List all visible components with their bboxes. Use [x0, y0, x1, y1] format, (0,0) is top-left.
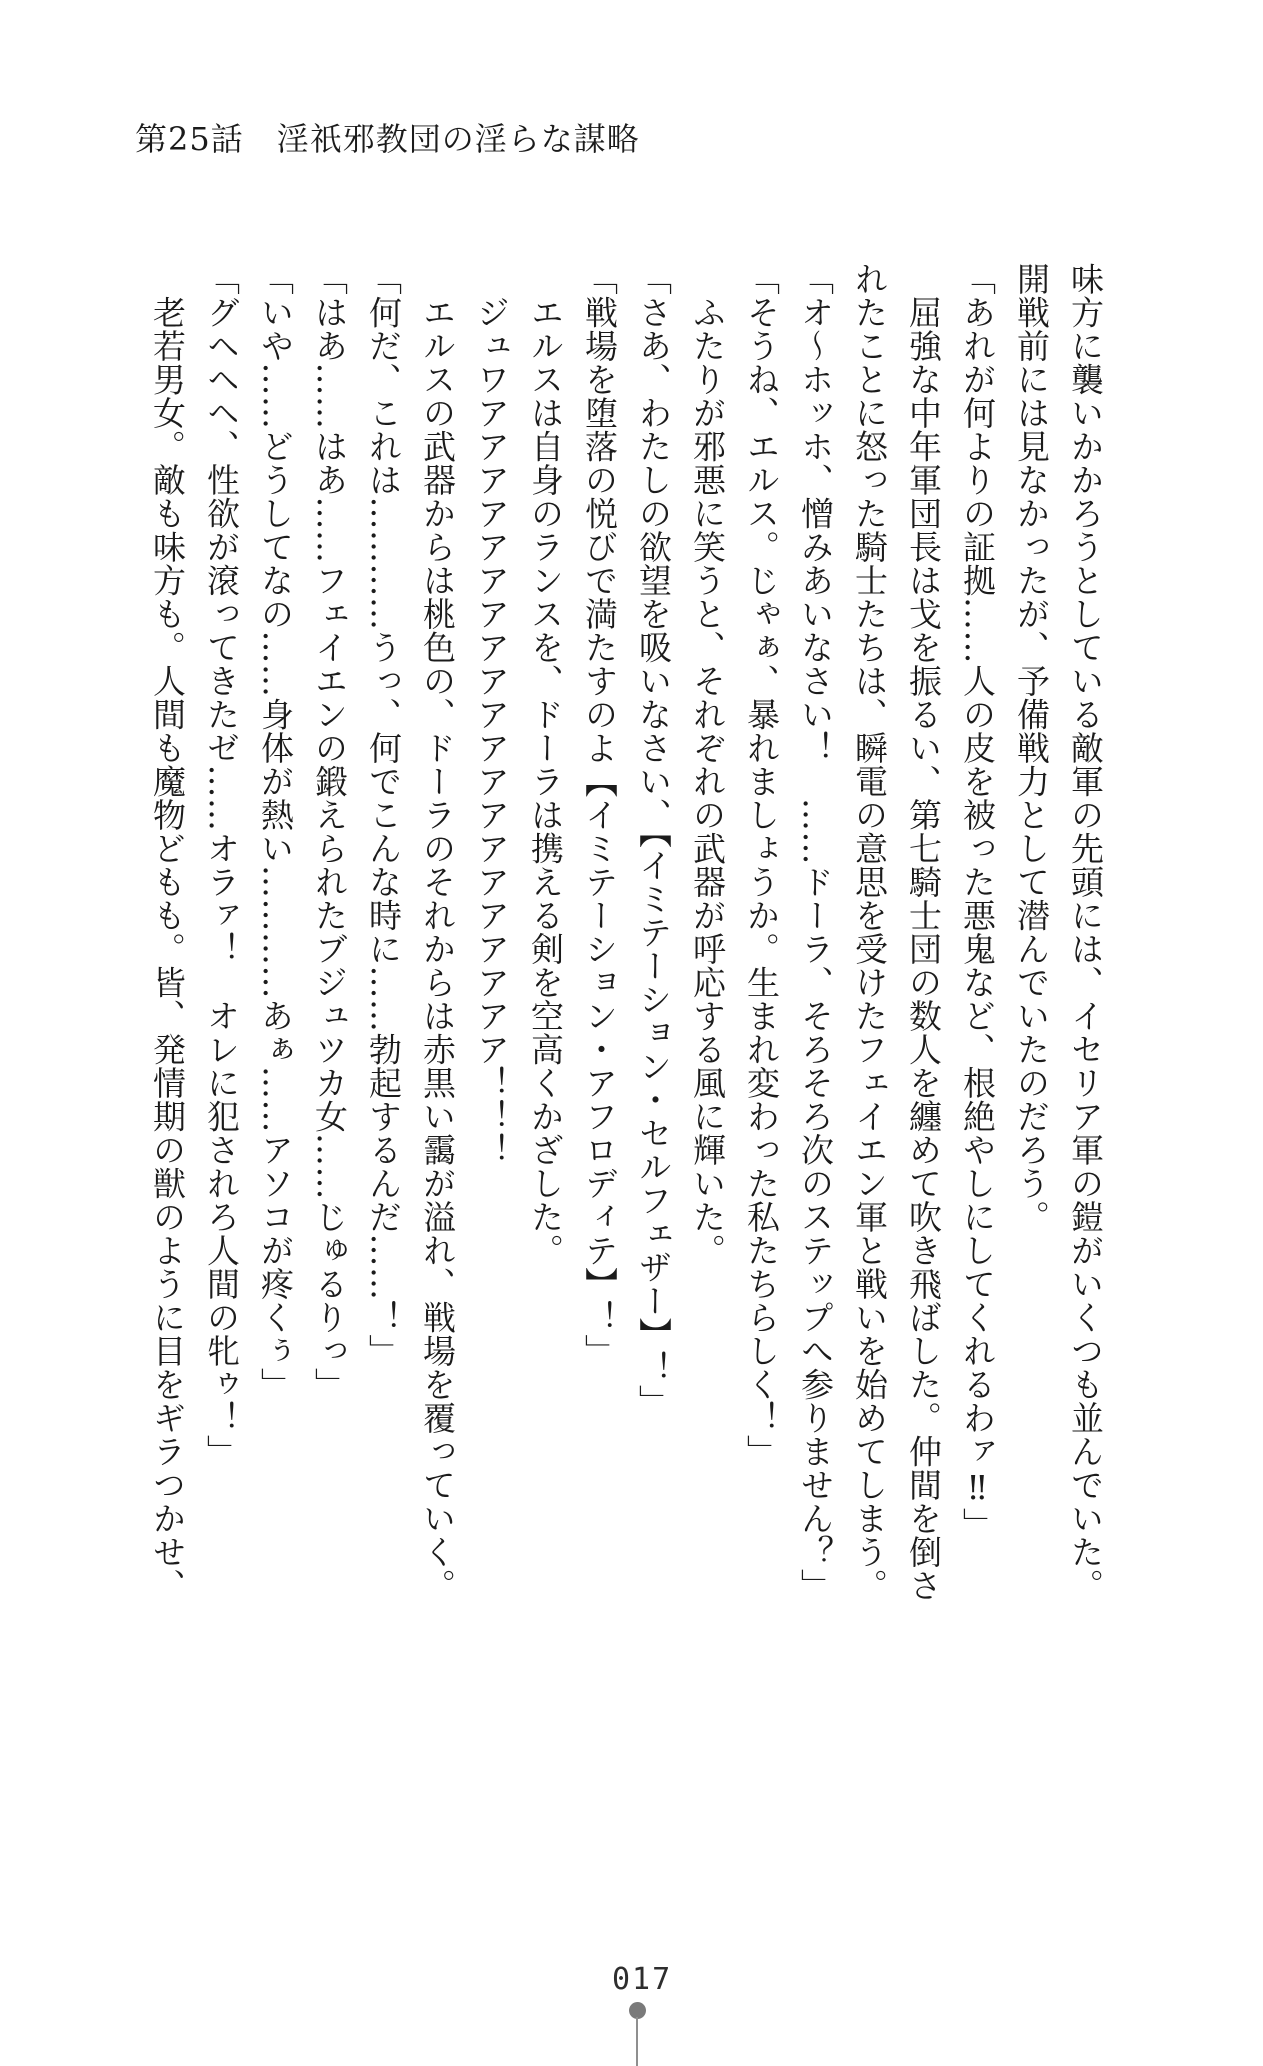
text-line: 屈強な中年軍団長は戈を振るい、第七騎士団の数人を纏めて吹き飛ばした。仲間を倒さ [904, 262, 943, 1602]
text-line: 老若男女。敵も味方も。人間も魔物どもも。皆、発情期の獣のように目をギラつかせ、 [148, 262, 187, 1602]
text-line: 「何だ、これは…………うっ、何でこんな時に……勃起するんだ……！」 [364, 262, 403, 1368]
text-line: 「はあ……はあ……フェイエンの鍛えられたブジュツカ女……じゅるりっ」 [310, 262, 349, 1401]
text-line: 開戦前には見なかったが、予備戦力として潜んでいたのだろう。 [1012, 262, 1051, 1234]
text-line: 味方に襲いかかろうとしている敵軍の先頭には、イセリア軍の鎧がいくつも並んでいた。 [1066, 262, 1105, 1602]
page-number: 017 [612, 1962, 673, 1997]
text-line: 「オ～ホッホ、憎みあいなさい！ ……ドーラ、そろそろ次のステップへ参りません？」 [796, 262, 835, 1602]
text-line: れたことに怒った騎士たちは、瞬電の意思を受けたフェイエン軍と戦いを始めてしまう。 [850, 262, 889, 1602]
text-line: 「いや……どうしてなの……身体が熱い…………あぁ……アソコが疼くぅ」 [256, 262, 295, 1401]
text-line: エルスは自身のランスを、ドーラは携える剣を空高くかざした。 [526, 262, 565, 1267]
text-line: ジュワアアアアアアアアアアアアアアアアアアアア！！！ [472, 262, 511, 1167]
text-line: 「さあ、わたしの欲望を吸いなさい、【イミテーション・セルフェザー】！」 [634, 262, 673, 1418]
chapter-heading: 第25話 淫祇邪教団の淫らな謀略 [135, 120, 640, 158]
body-text [140, 262, 1112, 1606]
text-line: ふたりが邪悪に笑うと、それぞれの武器が呼応する風に輝いた。 [688, 262, 727, 1267]
text-line: 「あれが何よりの証拠……人の皮を被った悪鬼など、根絶やしにしてくれるわァ‼」 [958, 262, 997, 1541]
text-line: 「そうね、エルス。じゃぁ、暴れましょうか。生まれ変わった私たちらしく！」 [742, 262, 781, 1468]
footer-rule [636, 2017, 638, 2066]
text-line: 「戦場を堕落の悦びで満たすのよ【イミテーション・アフロディテ】！」 [580, 262, 619, 1368]
text-line: エルスの武器からは桃色の、ドーラのそれからは赤黒い靄が溢れ、戦場を覆っていく。 [418, 262, 457, 1602]
text-line: 「グヘヘヘ、性欲が滾ってきたゼ……オラァ！ オレに犯されろ人間の牝ゥ！」 [202, 262, 241, 1468]
